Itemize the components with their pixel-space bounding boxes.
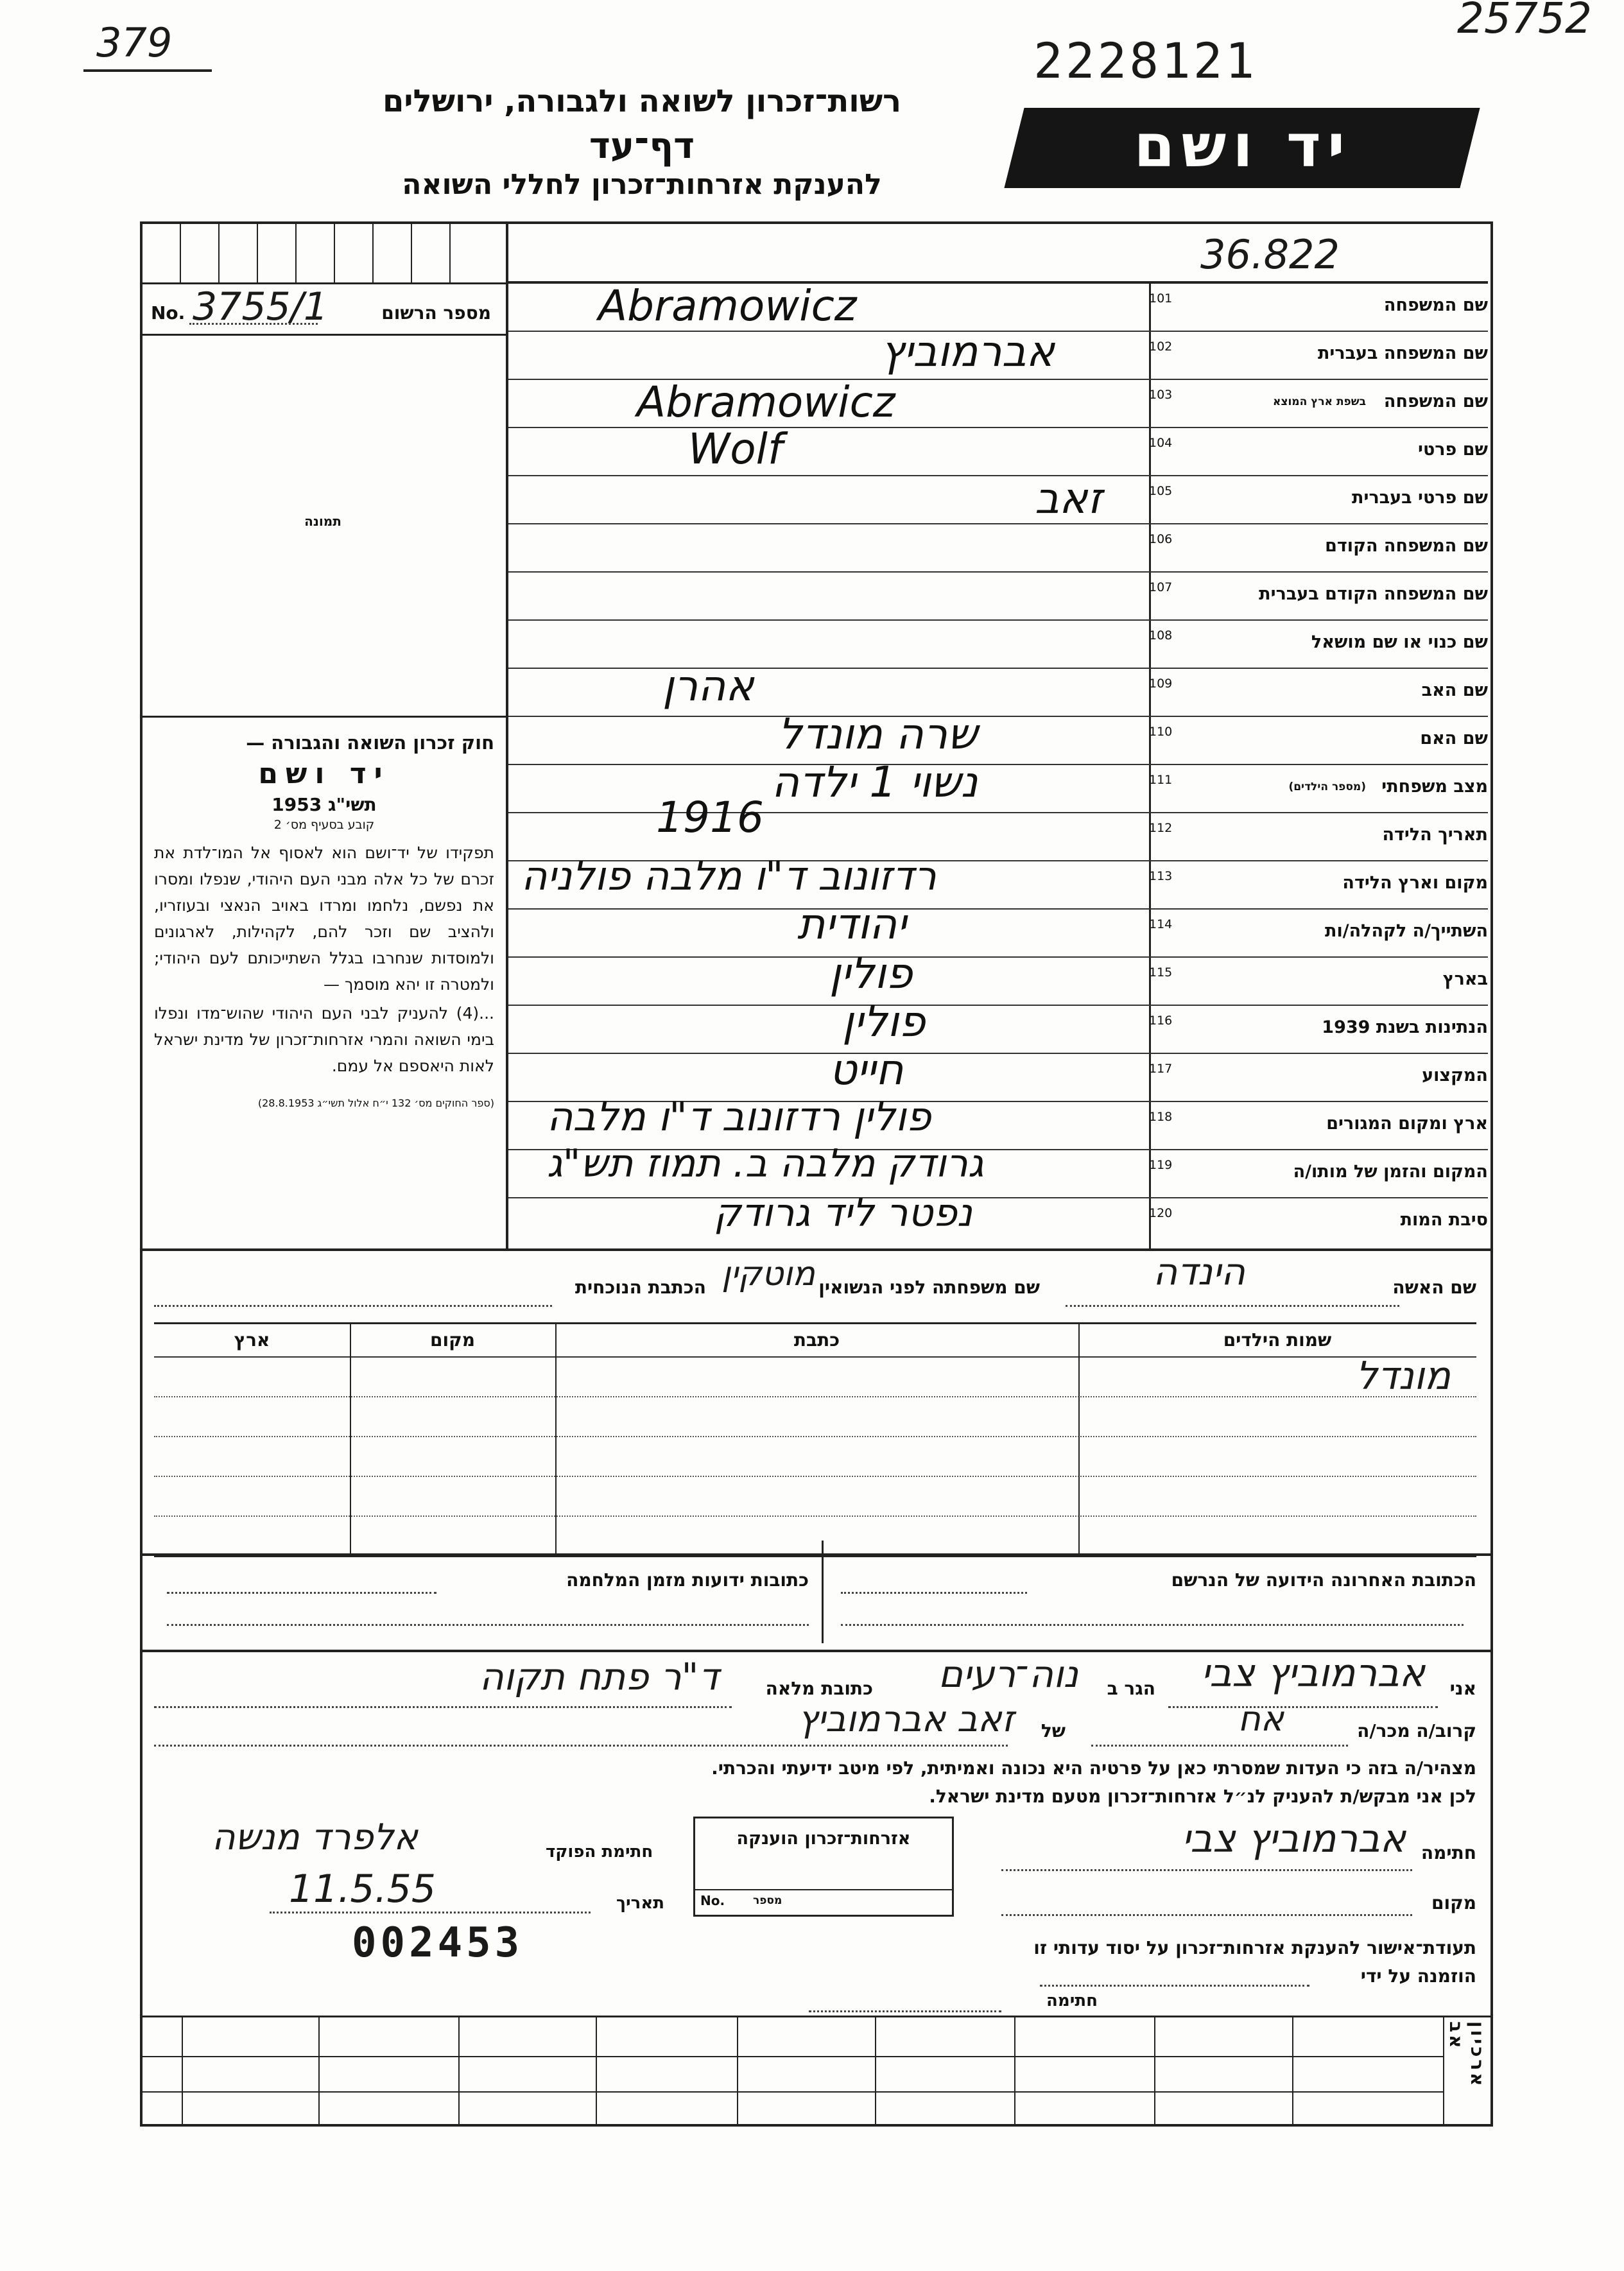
field-row: [508, 661, 1488, 717]
registry-no-hebrew-label: מספר הרשום: [381, 302, 491, 324]
col-header-place: מקום: [430, 1329, 475, 1351]
full-address-label: כתובת מלאה: [765, 1678, 873, 1699]
logo-text: יד ושם: [1134, 112, 1352, 180]
field-label: בארץ: [1442, 969, 1488, 989]
field-value: פולין: [842, 997, 926, 1046]
field-number: 116: [1149, 1014, 1173, 1028]
law-clause: קובע בסעיף מס׳ 2: [273, 818, 375, 832]
field-number: 103: [1149, 388, 1173, 402]
place-label: מקום: [1431, 1892, 1476, 1913]
of-label: של: [1041, 1720, 1066, 1741]
field-label: ארץ ומקום המגורים: [1326, 1114, 1488, 1134]
field-number: 119: [1149, 1158, 1173, 1172]
field-row: [508, 379, 1488, 428]
law-year: תשי"ג 1953: [272, 794, 377, 815]
children-table: [154, 1322, 1476, 1557]
bottom-grid: [140, 2016, 1490, 2126]
registry-no-value: 3755/1: [193, 284, 329, 329]
field-number: 108: [1149, 628, 1173, 643]
field-label: שם המשפחה בעברית: [1317, 343, 1488, 363]
declarant-prefix: אני: [1449, 1678, 1476, 1699]
declarant-name: אברמוביץ צבי: [1200, 1651, 1425, 1696]
wife-label: שם האשה: [1392, 1277, 1476, 1298]
field-number: 120: [1149, 1206, 1173, 1220]
field-row: [508, 571, 1488, 621]
field-row: [508, 619, 1488, 669]
wartime-addresses-label: כתובות ידועות מזמן המלחמה: [566, 1569, 809, 1591]
fields-section: [508, 282, 1488, 1248]
field-value: אהרן: [662, 661, 754, 711]
registry-code: 36.822: [1200, 231, 1340, 278]
col-header-address: כתבת: [793, 1329, 840, 1351]
of-value: זאב אברמוביץ: [798, 1698, 1014, 1740]
field-number: 115: [1149, 965, 1173, 980]
stamp-number: 002453: [352, 1919, 524, 1967]
field-row: [508, 852, 1488, 910]
field-row: [508, 1191, 1488, 1248]
field-label: מקום וארץ הלידה: [1342, 873, 1488, 893]
declarant-section: [154, 1651, 1476, 1823]
field-row: [508, 327, 1488, 380]
field-number: 113: [1149, 869, 1173, 883]
field-row: [508, 1141, 1488, 1198]
table-row: [154, 1356, 1476, 1397]
top-left-underline: [83, 69, 212, 72]
field-row: [508, 949, 1488, 1006]
field-label: תאריך הלידה: [1382, 825, 1488, 845]
field-label: שם האב: [1421, 680, 1488, 700]
certificate-text-1: תעודת־אישור להענקת אזרחות־זכרון על יסוד עדותי זו: [1033, 1937, 1476, 1958]
certificate-text-2: הוזמנה על ידי: [1360, 1965, 1476, 1987]
field-label: שם המשפחה הקודם: [1325, 536, 1488, 556]
field-value: Abramowicz: [637, 377, 895, 427]
field-number: 106: [1149, 532, 1173, 546]
field-number: 107: [1149, 580, 1173, 594]
field-label: שם האם: [1420, 729, 1488, 748]
registry-no-label: No.: [151, 302, 186, 324]
col-header-country: ארץ: [234, 1329, 270, 1351]
field-number: 114: [1149, 917, 1173, 931]
child-name: מונדל: [1356, 1354, 1451, 1399]
field-value: חייט: [829, 1045, 904, 1094]
declaration-line-2: לכן אני מבקש/ת להעניק לנ״ל אזרחות־זכרון מטעם מדינת ישראל.: [929, 1786, 1476, 1807]
field-label: שם כנוי או שם מושאל: [1311, 632, 1488, 652]
field-number: 110: [1149, 725, 1173, 739]
field-number: 118: [1149, 1110, 1173, 1124]
field-row: [508, 523, 1488, 573]
law-text-block: [154, 732, 494, 1109]
field-label: שם המשפחה: [1383, 392, 1488, 411]
field-value: אברמוביץ: [881, 327, 1055, 376]
side-archive-text: ארכיון אב: [1446, 2021, 1488, 2089]
signature-label: חתימה: [1421, 1842, 1476, 1863]
field-row: [508, 997, 1488, 1054]
field-value: נפטר ליד גרודק: [714, 1191, 972, 1236]
date-label: תאריך: [616, 1894, 665, 1913]
resides-label: הגר ב: [1107, 1678, 1155, 1699]
field-label-small: (מספר הילדים): [1288, 781, 1366, 793]
field-label: השתייך/ה לקהלה/ות: [1325, 921, 1488, 941]
field-row: [508, 475, 1488, 524]
official-signature-value: אלפרד מנשה: [212, 1817, 418, 1858]
award-box-no: No.: [700, 1893, 725, 1908]
law-body: תפקידו של יד־ושם הוא לאסוף אל המו־לדת את זכרם של כל אלה מבני העם היהודי, שנפלו ומסרו את נפשם, נלחמו ומרדו באויב הנאצי ובעוזריו, ולהציב שם וזכר להם, לקהילות, לארגונים ולמוסדות שנחרבו בגלל השתייכותם לעם היהודי; ולמטרה זו יהא מוסמך —: [154, 843, 494, 994]
signature-value: אברמוביץ צבי: [1181, 1817, 1406, 1861]
full-address-value: ד"ר פתח תקוה: [479, 1655, 719, 1698]
field-value: גרודק מלבה ב. תמוז תש"ג: [547, 1141, 984, 1186]
top-left-annotation: 379: [96, 19, 173, 66]
signature-section: [154, 1817, 1476, 2022]
law-name: יד ושם: [258, 757, 390, 790]
yad-vashem-logo: [1004, 108, 1480, 188]
field-label-small: בשפת ארץ המוצא: [1272, 395, 1366, 408]
field-value: פולין: [829, 949, 913, 998]
field-number: 109: [1149, 677, 1173, 691]
table-row: [154, 1476, 1476, 1517]
field-value: 1916: [656, 793, 764, 842]
law-body-2: ...(4) להעניק לבני העם היהודי שהוש־מדו ונפלו בימי השואה והמרי אזרחות־זכרון של מדינת ישראל לאות היאספם אל עמם.: [154, 1004, 494, 1075]
field-number: 104: [1149, 436, 1173, 450]
col-header-children-names: שמות הילדים: [1223, 1329, 1332, 1351]
maiden-label: שם משפחתה לפני הנשואין: [818, 1277, 1040, 1298]
date-value: 11.5.55: [289, 1867, 436, 1912]
certificate-signature-label: חתימה: [1046, 1991, 1098, 2010]
field-row: [508, 282, 1488, 332]
photo-label: תמונה: [304, 514, 341, 529]
field-label: שם המשפחה: [1383, 295, 1488, 315]
field-value: נשוי 1 ילדה: [772, 757, 978, 807]
field-value: Abramowicz: [598, 281, 857, 331]
field-label: הנתינות בשנת 1939: [1322, 1017, 1488, 1037]
table-row: [154, 1396, 1476, 1437]
law-footnote: (ספר החוקים מס׳ 132 י״ח אלול תשי״ג 28.8.1953): [257, 1097, 494, 1109]
field-value: זאב: [1035, 474, 1103, 523]
maiden-value: מוטקין: [721, 1255, 815, 1293]
field-label: שם פרטי בעברית: [1352, 488, 1488, 508]
official-signature-label: חתימת הפוקד: [546, 1842, 653, 1861]
field-number: 112: [1149, 821, 1173, 835]
addresses-section: [154, 1541, 1476, 1650]
org-line: רשות־זכרון לשואה ולגבורה, ירושלים: [382, 83, 902, 119]
registry-number: [151, 284, 497, 331]
field-value: רדזונוב ד"ו מלבה פולניה: [521, 852, 937, 899]
field-value: פולין רדזונוב ד"ו מלבה: [547, 1093, 931, 1140]
field-row: [508, 899, 1488, 958]
table-row: [154, 1436, 1476, 1477]
field-number: 105: [1149, 484, 1173, 498]
award-box-number-label: מספר: [753, 1894, 782, 1907]
field-label: המקצוע: [1422, 1066, 1488, 1085]
field-row: [508, 709, 1488, 765]
wife-line: [154, 1250, 1476, 1316]
top-right-annotation: 25752: [1457, 0, 1592, 43]
field-row: [508, 424, 1488, 476]
field-value: יהודית: [797, 899, 907, 949]
resides-value: נוה־רעים: [938, 1652, 1078, 1696]
award-box-title: אזרחות־זכרון הוענקה: [736, 1829, 911, 1849]
declaration-line-1: מצהיר/ה בזה כי העדות שמסרתי כאן על פרטיה היא נכונה ואמיתית, לפי מיטב ידיעתי והכרתי.: [711, 1757, 1476, 1779]
current-address-label: הכתבת הנוכחית: [574, 1277, 706, 1298]
field-label: שם המשפחה הקודם בעברית: [1259, 584, 1488, 604]
award-box: [693, 1817, 954, 1917]
field-number: 117: [1149, 1062, 1173, 1076]
law-title: חוק זכרון השואה והגבורה —: [246, 732, 494, 754]
last-address-label: הכתובת האחרונה הידועה של הנרשם: [1171, 1569, 1476, 1591]
serial-number-top: 2228121: [1033, 32, 1257, 89]
form-subtitle: להענקת אזרחות־זכרון לחללי השואה: [402, 168, 882, 201]
field-number: 101: [1149, 291, 1173, 306]
field-number: 111: [1149, 773, 1173, 787]
relation-label: קרוב/ה מכר/ה: [1357, 1720, 1476, 1741]
relation-value: אח: [1238, 1698, 1284, 1739]
field-number: 102: [1149, 340, 1173, 354]
field-row: [508, 757, 1488, 813]
form-title: דף־עד: [589, 125, 695, 167]
field-label: שם פרטי: [1418, 440, 1488, 460]
field-label: מצב משפחתי: [1381, 777, 1488, 797]
field-value: שרה מונדל: [778, 709, 978, 759]
field-value: Wolf: [688, 424, 783, 474]
field-label: סיבת המות: [1400, 1210, 1488, 1230]
wife-value: הינדה: [1153, 1250, 1245, 1293]
field-label: המקום והזמן של מותו/ה: [1293, 1162, 1488, 1182]
